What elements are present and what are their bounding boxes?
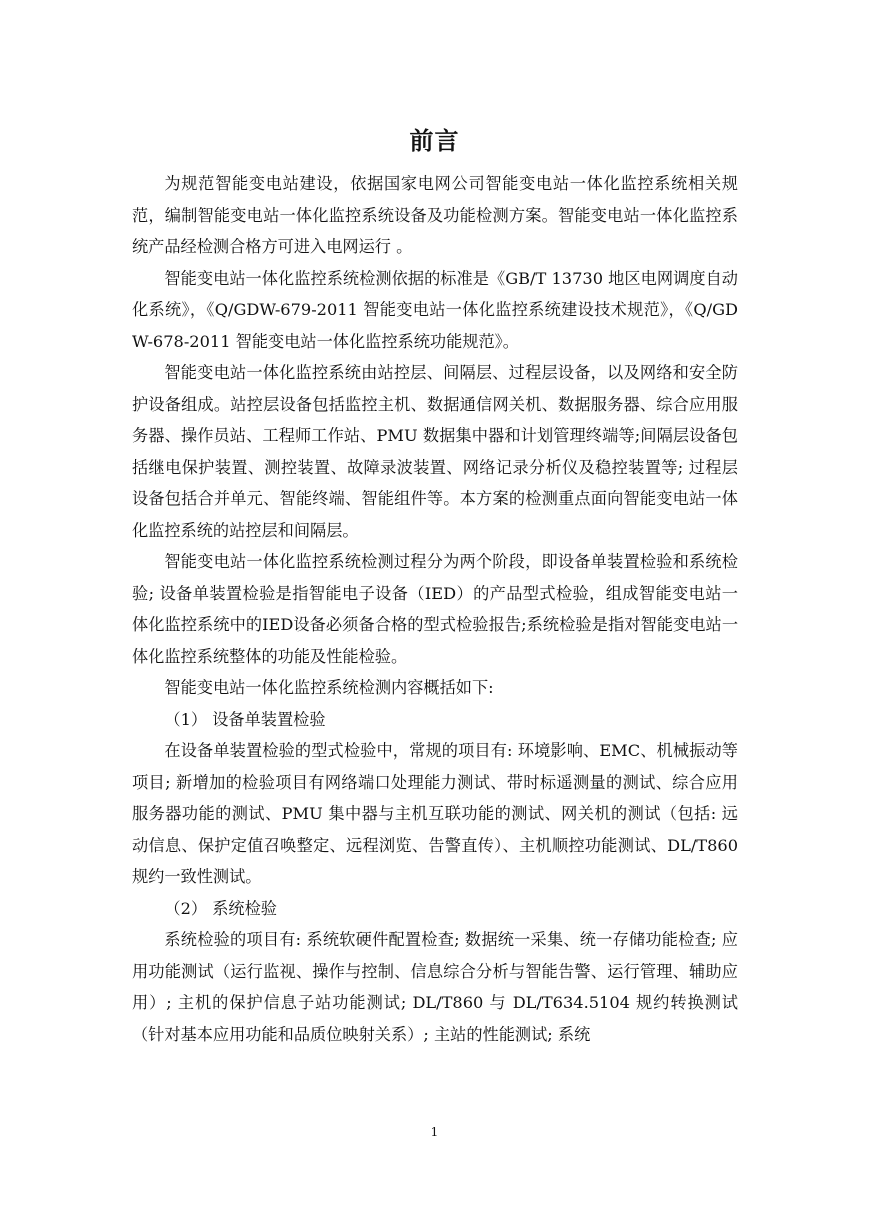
paragraph-purpose: 为规范智能变电站建设，依据国家电网公司智能变电站一体化监控系统相关规范，编制智能变电站一体化监控系统设备及功能检测方案。智能变电站一体化监控系统产品经检测合格方可进入电网运行 。 [132, 174, 738, 256]
document-body [132, 168, 738, 1050]
paragraph-standards: 智能变电站一体化监控系统检测依据的标准是《GB/T 13730 地区电网调度自动化系统》，《Q/GDW-679-2011 智能变电站一体化监控系统建设技术规范》，《Q/GDW-678-2011 智能变电站一体化监控系统功能规范》。 [132, 268, 738, 351]
page-title: 前言 [409, 126, 460, 155]
paragraph-composition: 智能变电站一体化监控系统由站控层、间隔层、过程层设备，以及网络和安全防护设备组成。站控层设备包括监控主机、数据通信网关机、数据服务器、综合应用服务器、操作员站、工程师工作站、PMU 数据集中器和计划管理终端等;间隔层设备包括继电保护装置、测控装置、故障录波装置、网络记录分析仪及稳控装置等; 过程层设备包括合并单元、智能终端、智能组件等。本方案的检测重点面向智能变电站一体化监控系统的站控层和间隔层。 [132, 363, 738, 540]
section-heading-device-inspection: （1） 设备单装置检验 [164, 709, 326, 729]
paragraph-stages: 智能变电站一体化监控系统检测过程分为两个阶段，即设备单装置检验和系统检验; 设备单装置检验是指智能电子设备（IED）的产品型式检验，组成智能变电站一体化监控系统中的IED设备必须备合格的型式检验报告;系统检验是指对智能变电站一体化监控系统整体的功能及性能检验。 [132, 552, 738, 666]
section-text-system-inspection: 系统检验的项目有: 系统软硬件配置检查; 数据统一采集、统一存储功能检查; 应用功能测试（运行监视、操作与控制、信息综合分析与智能告警、运行管理、辅助应用）; 主机的保护信息子站功能测试; DL/T860 与 DL/T634.5104 规约转换测试（针对基本应用功能和品质位映射关系）; 主站的性能测试; 系统 [132, 930, 738, 1044]
section-heading-system-inspection: （2） 系统检验 [164, 898, 277, 918]
paragraph-summary-intro: 智能变电站一体化监控系统检测内容概括如下: [164, 678, 494, 697]
page-number: 1 [430, 1125, 439, 1139]
section-text-device-inspection: 在设备单装置检验的型式检验中，常规的项目有: 环境影响、EMC、机械振动等项目; 新增加的检验项目有网络端口处理能力测试、带时标遥测量的测试、综合应用服务器功能的测试、PMU 集中器与主机互联功能的测试、网关机的测试（包括: 远动信息、保护定值召唤整定、远程浏览、告警直传）、主机顺控功能测试、DL/T860 规约一致性测试。 [132, 741, 738, 886]
